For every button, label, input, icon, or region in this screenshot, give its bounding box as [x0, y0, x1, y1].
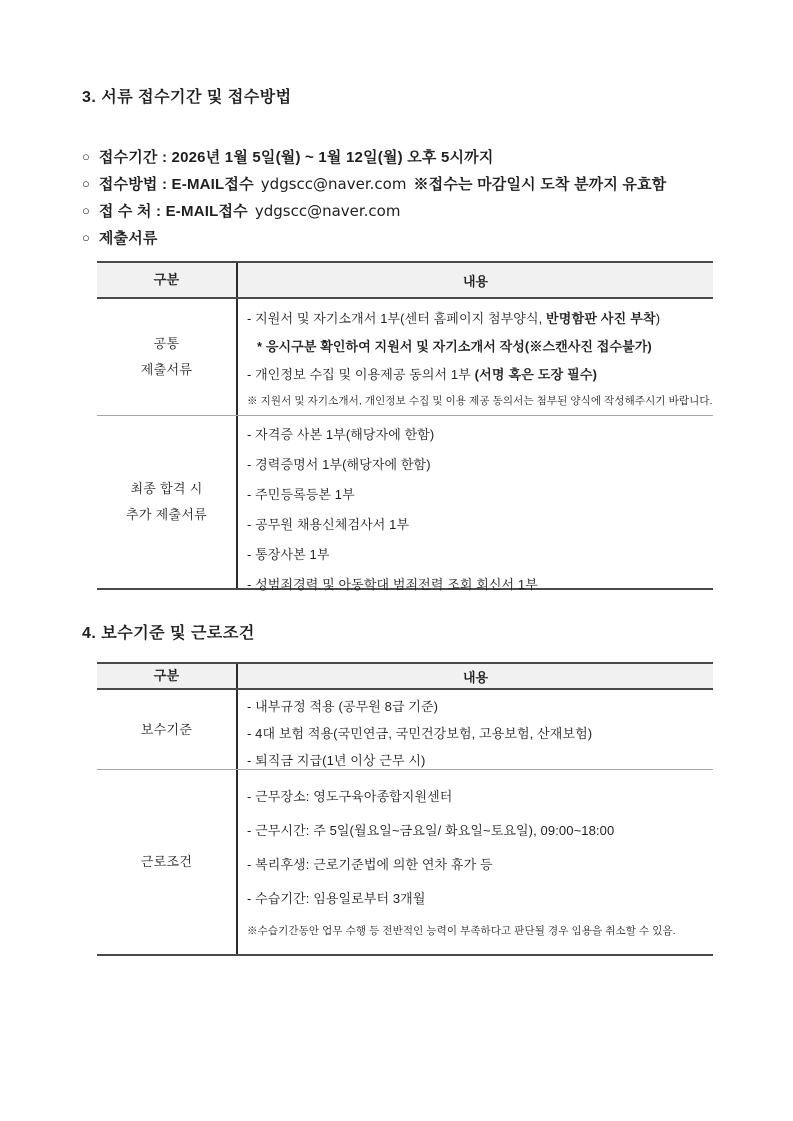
receipt-method-email: ydgscc@naver.com: [260, 175, 407, 193]
content-line-work-hours: - 근무시간: 주 5일(월요일~금요일/ 화요일~토요일), 09:00~18:00: [247, 823, 615, 838]
content-line-medical-exam: - 공무원 채용신체검사서 1부: [247, 517, 410, 532]
table2-row2-content: [238, 770, 713, 954]
table1-row2-label: [97, 416, 238, 588]
bullet-receipt-period: [82, 148, 715, 167]
content-line-certificate-copy: - 자격증 사본 1부(해당자에 한함): [247, 427, 435, 442]
circle-bullet-icon: ○: [82, 176, 90, 191]
content-line-workplace: - 근무장소: 영도구육아종합지원센터: [247, 789, 453, 804]
receipt-method-label: 접수방법 : E-MAIL접수: [98, 176, 254, 193]
table2-row2-label: 근로조건: [97, 770, 238, 954]
line-text: - 개인정보 수집 및 이용제공 동의서 1부: [247, 367, 475, 382]
content-line-criminal-record: - 성범죄경력 및 아동학대 범죄전력 조회 회신서 1부: [247, 577, 538, 592]
table1-row2-content: [238, 416, 713, 592]
section-4-heading: 4. 보수기준 및 근로조건: [82, 625, 255, 642]
table1-row2-label-line1: 최종 합격 시: [130, 481, 203, 496]
table1-header-gubun: 구분: [97, 263, 238, 297]
line-text: ): [655, 311, 661, 326]
table1-row-common-docs: [97, 299, 713, 416]
table2-row1-label: 보수기준: [97, 690, 238, 769]
line-text-bold: 반명함판 사진 부착: [546, 311, 656, 326]
content-line-check-category: * 응시구분 확인하여 지원서 및 자기소개서 작성(※스캔사진 접수불가): [257, 339, 652, 354]
table1-row1-label-line2: 제출서류: [140, 362, 193, 377]
submission-documents-table: [97, 261, 713, 590]
receipt-place-label: 접 수 처 : E-MAIL접수: [98, 203, 248, 220]
receipt-period-text: 접수기간 : 2026년 1월 5일(월) ~ 1월 12일(월) 오후 5시까지: [98, 149, 494, 166]
line-text-bold: (서명 혹은 도장 필수): [474, 367, 598, 382]
bullet-receipt-method: [82, 175, 715, 194]
bullet-submission-docs: [82, 229, 715, 248]
circle-bullet-icon: ○: [82, 230, 90, 245]
receipt-method-note: ※접수는 마감일시 도착 분까지 유효함: [413, 176, 667, 193]
table1-row1-label: [97, 299, 238, 415]
table1-row2-label-line2: 추가 제출서류: [125, 507, 208, 522]
content-line-career-certificate: - 경력증명서 1부(해당자에 한함): [247, 457, 431, 472]
content-note-probation-cancel: ※수습기간동안 업무 수행 등 전반적인 능력이 부족하다고 판단될 경우 임용을 취소할 수 있음.: [247, 925, 676, 937]
table2-row-work-conditions: [97, 770, 713, 954]
compensation-conditions-table: [97, 662, 713, 956]
table1-row1-content: [238, 299, 713, 415]
content-line-bankbook-copy: - 통장사본 1부: [247, 547, 330, 562]
table2-row1-content: [238, 690, 713, 769]
table1-header-row: [97, 263, 713, 299]
content-line-application-form: [247, 310, 713, 328]
receipt-place-email: ydgscc@naver.com: [254, 202, 401, 220]
content-line-privacy-consent: [247, 366, 713, 384]
content-line-severance-pay: - 퇴직금 지급(1년 이상 근무 시): [247, 753, 426, 768]
table1-header-naeyong: 내용: [462, 273, 489, 289]
table1-row-final-pass-docs: [97, 416, 713, 592]
bullet-receipt-place: [82, 202, 715, 221]
content-line-resident-register: - 주민등록등본 1부: [247, 487, 355, 502]
content-line-probation: - 수습기간: 임용일로부터 3개월: [247, 891, 426, 906]
submission-docs-label: 제출서류: [98, 230, 158, 247]
content-line-internal-rules: - 내부규정 적용 (공무원 8급 기준): [247, 699, 439, 714]
content-line-four-insurances: - 4대 보험 적용(국민연금, 국민건강보험, 고용보험, 산재보험): [247, 726, 593, 741]
content-note-attached-forms: ※ 지원서 및 자기소개서, 개인정보 수집 및 이용 제공 동의서는 첨부된 양식에 작성해주시기 바랍니다.: [247, 395, 713, 407]
table2-header-naeyong: 내용: [462, 669, 489, 685]
table2-header-gubun: 구분: [97, 664, 238, 688]
circle-bullet-icon: ○: [82, 203, 90, 218]
circle-bullet-icon: ○: [82, 149, 90, 164]
section-3-heading: 3. 서류 접수기간 및 접수방법: [82, 89, 292, 106]
table1-row1-label-line1: 공통: [153, 336, 180, 351]
table2-row-pay-standard: [97, 690, 713, 770]
table2-header-row: [97, 664, 713, 690]
content-line-welfare: - 복리후생: 근로기준법에 의한 연차 휴가 등: [247, 857, 493, 872]
section-3-bullet-list: [82, 148, 715, 248]
line-text: - 지원서 및 자기소개서 1부(센터 홈페이지 첨부양식,: [247, 311, 547, 326]
